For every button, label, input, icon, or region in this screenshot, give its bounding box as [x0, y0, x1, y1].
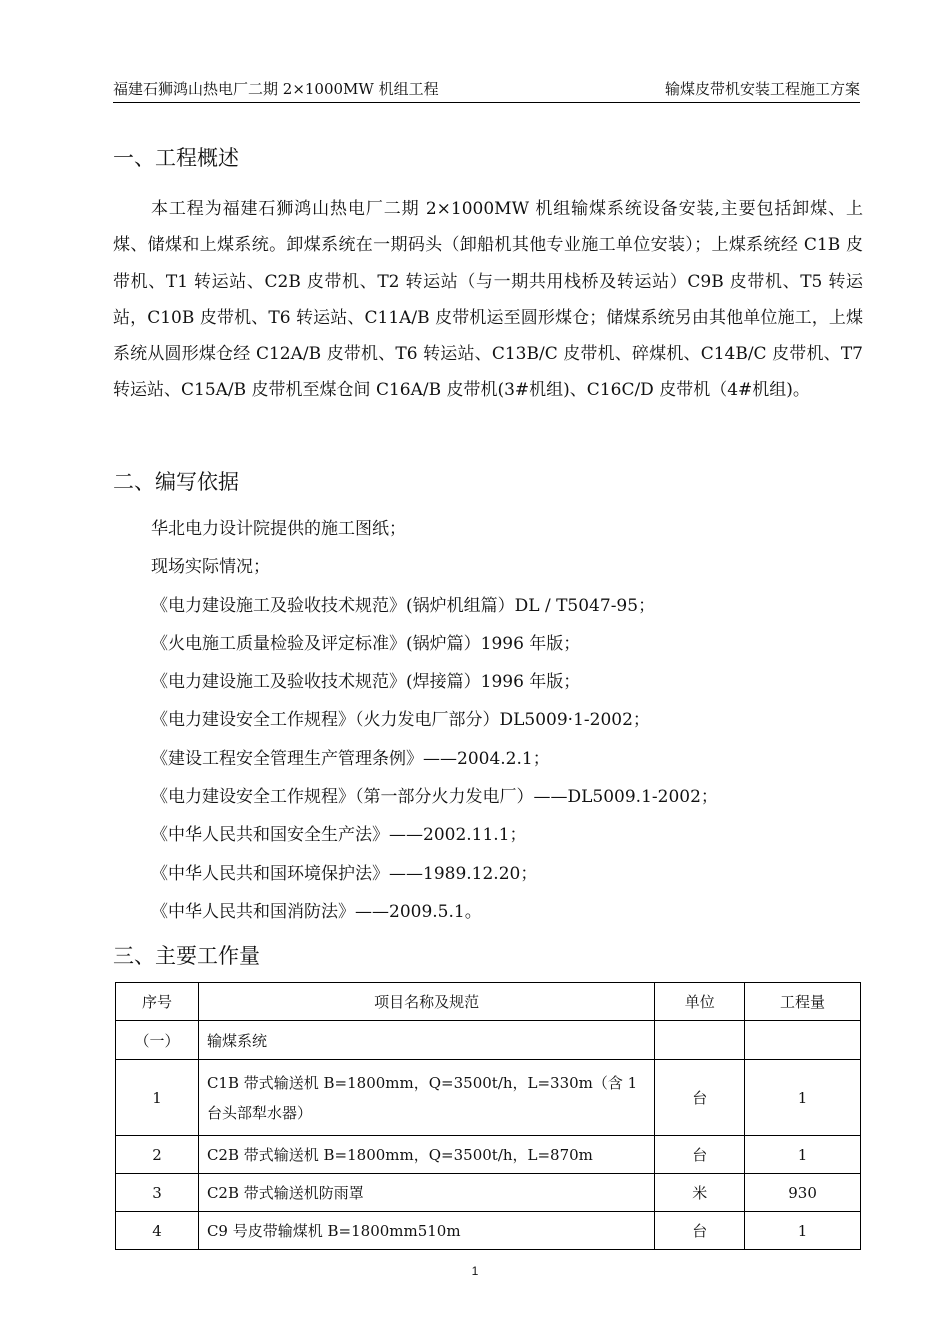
reference-item: 《中华人民共和国环境保护法》——1989.12.20；: [151, 863, 538, 884]
table-row: [116, 1174, 861, 1212]
reference-item: 《电力建设施工及验收技术规范》(锅炉机组篇）DL / T5047-95；: [151, 595, 656, 616]
reference-item: 华北电力设计院提供的施工图纸；: [151, 519, 406, 539]
header-cell-no: 序号: [116, 983, 199, 1021]
empty-cell: [655, 1021, 745, 1060]
row-unit: 米: [655, 1174, 745, 1212]
reference-item: 《电力建设安全工作规程》（火力发电厂部分）DL5009·1-2002；: [151, 710, 650, 731]
header-cell-name: 项目名称及规范: [198, 983, 654, 1021]
row-no: 3: [116, 1174, 199, 1212]
row-name: C2B 带式输送机防雨罩: [198, 1174, 654, 1212]
empty-cell: [745, 1021, 861, 1060]
row-no: 2: [116, 1136, 199, 1174]
reference-item: 《电力建设安全工作规程》（第一部分火力发电厂）——DL5009.1-2002；: [151, 787, 718, 808]
page-header: [113, 76, 860, 103]
header-document-title: 输煤皮带机安装工程施工方案: [664, 80, 860, 98]
reference-item: 《火电施工质量检验及评定标准》(锅炉篇）1996 年版；: [151, 633, 581, 654]
row-unit: 台: [655, 1212, 745, 1250]
row-qty: 1: [745, 1136, 861, 1174]
section-1-title: 一、工程概述: [113, 146, 239, 170]
row-unit: 台: [655, 1060, 745, 1136]
row-unit: 台: [655, 1136, 745, 1174]
section-3-title: 三、主要工作量: [113, 944, 260, 968]
section-1-body: 本工程为福建石狮鸿山热电厂二期 2×1000MW 机组输煤系统设备安装,主要包括卸煤、上煤、储煤和上煤系统。卸煤系统在一期码头（卸船机其他专业施工单位安装）；上煤系统经 C1B 皮带机、T1 转运站、C2B 皮带机、T2 转运站（与一期共用栈桥及转运站）C9B 皮带机、T5 转运站，C10B 皮带机、T6 转运站、C11A/B 皮带机运至圆形煤仓；储煤系统另由其他单位施工，上煤系统从圆形煤仓经 C12A/B 皮带机、T6 转运站、C13B/C 皮带机、碎煤机、C14B/C 皮带机、T7 转运站、C15A/B 皮带机至煤仓间 C16A/B 皮带机(3#机组)、C16C/D 皮带机（4#机组)。: [113, 199, 863, 401]
reference-item: 《中华人民共和国消防法》——2009.5.1。: [151, 901, 482, 922]
header-cell-qty: 工程量: [745, 983, 861, 1021]
table-row: [116, 1060, 861, 1136]
reference-item: 《电力建设施工及验收技术规范》(焊接篇）1996 年版；: [151, 672, 581, 693]
group-name: 输煤系统: [198, 1021, 654, 1060]
reference-item: 《建设工程安全管理生产管理条例》——2004.2.1；: [151, 748, 550, 769]
group-no: （一）: [116, 1021, 199, 1060]
table-row: [116, 1136, 861, 1174]
reference-list: [151, 510, 718, 931]
row-no: 1: [116, 1060, 199, 1136]
row-no: 4: [116, 1212, 199, 1250]
page-number: 1: [471, 1264, 479, 1278]
workload-table: [115, 982, 861, 1250]
reference-item: 现场实际情况；: [151, 557, 270, 578]
row-name: C2B 带式输送机 B=1800mm，Q=3500t/h，L=870m: [198, 1136, 654, 1174]
table-group-row: [116, 1021, 861, 1060]
row-name: C9 号皮带输煤机 B=1800mm510m: [198, 1212, 654, 1250]
reference-item: 《中华人民共和国安全生产法》——2002.11.1；: [151, 825, 527, 846]
header-cell-unit: 单位: [655, 983, 745, 1021]
row-qty: 1: [745, 1212, 861, 1250]
section-2-title: 二、编写依据: [113, 470, 239, 494]
row-qty: 1: [745, 1060, 861, 1136]
table-header-row: [116, 983, 861, 1021]
row-name: C1B 带式输送机 B=1800mm，Q=3500t/h，L=330m（含 1 台头部犁水器）: [198, 1060, 654, 1136]
row-qty: 930: [745, 1174, 861, 1212]
table-row: [116, 1212, 861, 1250]
header-project-name: 福建石狮鸿山热电厂二期 2×1000MW 机组工程: [113, 80, 439, 98]
